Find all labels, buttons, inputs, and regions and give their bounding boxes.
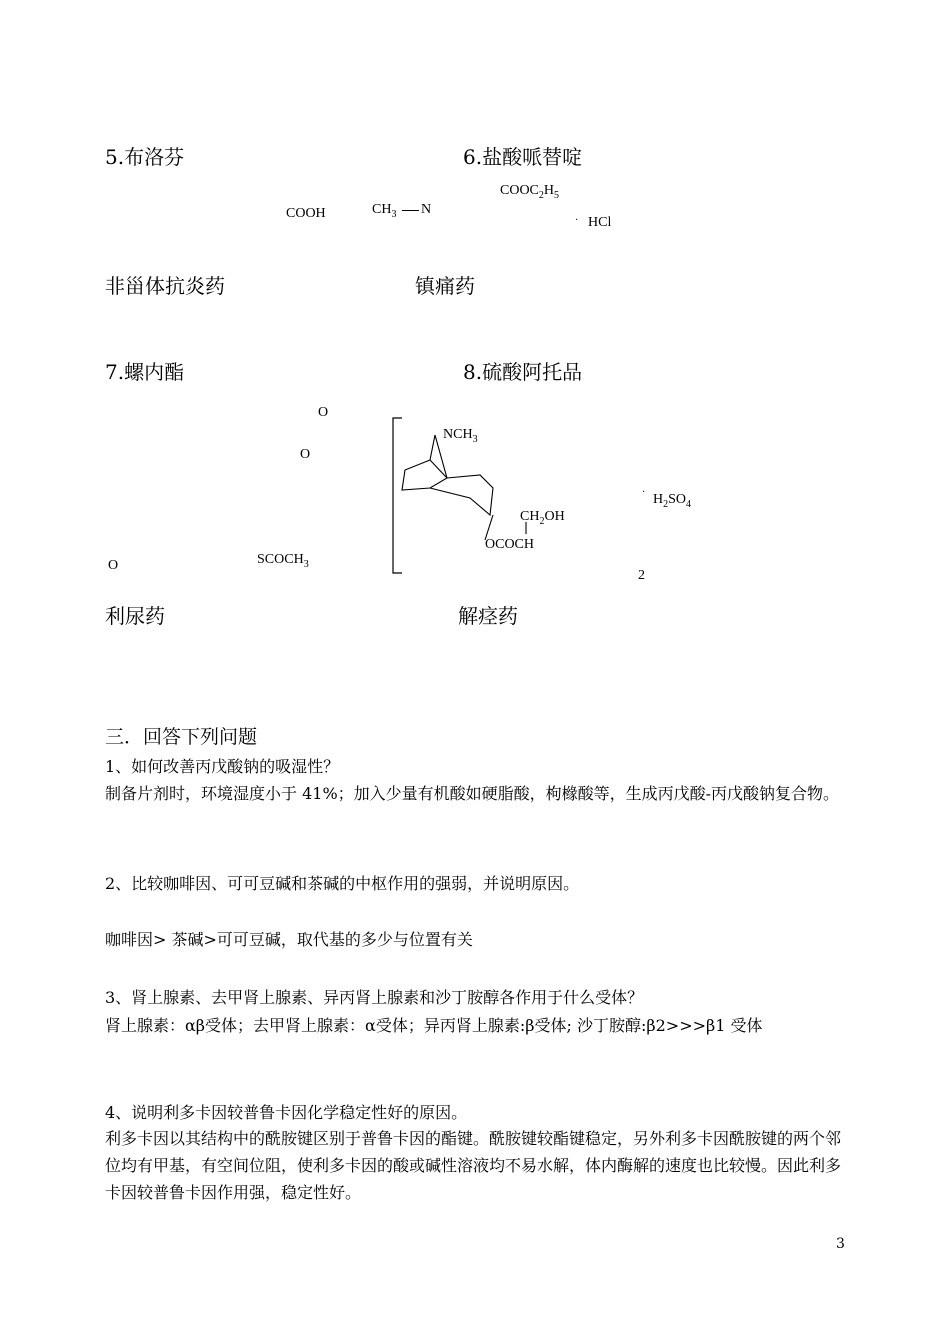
question-1: 1、如何改善丙戊酸钠的吸湿性？ [105, 757, 340, 776]
pethidine-ester-label: $COOC_2H_5$ [500, 183, 560, 201]
atropine-structure-drawing [385, 410, 685, 585]
atropine-dot: · [642, 487, 646, 498]
pethidine-hcl-label: HCl [588, 215, 612, 230]
spironolactone-o1-label: O [318, 405, 329, 420]
compound-8-title: 8.硫酸阿托品 [463, 360, 583, 384]
atropine-ch2oh-label: $CH_2OH$ [520, 509, 565, 527]
answer-4: 利多卡因以其结构中的酰胺键区别于普鲁卡因的酯键。酰胺键较酯键稳定，另外利多卡因酰胺键的两个邻位均有甲基，有空间位阻，使利多卡因的酸或碱性溶液均不易水解，体内酶解的速度也比较慢。因此利多卡因较普鲁卡因作用强，稳定性好。 [105, 1129, 842, 1202]
ibuprofen-cooh-label: COOH [286, 206, 326, 221]
compound-8-category: 解痉药 [458, 604, 518, 628]
compound-7-category: 利尿药 [105, 604, 165, 628]
pethidine-n-bond [402, 210, 419, 211]
compound-5-title: 5.布洛芬 [105, 145, 185, 169]
atropine-h2so4-label: $H_2SO_4$ [653, 492, 692, 510]
compound-7-title: 7.螺内酯 [105, 360, 185, 384]
question-3: 3、肾上腺素、去甲肾上腺素、异丙肾上腺素和沙丁胺醇各作用于什么受体？ [105, 988, 644, 1007]
pethidine-ch3-label: $CH_3$ [372, 202, 397, 220]
section-heading: 三．回答下列问题 [105, 726, 258, 748]
pethidine-dot: · [575, 215, 579, 226]
spironolactone-scoch3-label: $SCOCH_3$ [257, 552, 309, 570]
page-number: 3 [836, 1236, 845, 1252]
spironolactone-o3-label: O [108, 558, 119, 573]
answer-1: 制备片剂时，环境湿度小于 41%；加入少量有机酸如硬脂酸，枸橼酸等，生成丙戊酸-丙戊酸钠复合物。 [105, 784, 840, 803]
answer-2: 咖啡因> 茶碱>可可豆碱，取代基的多少与位置有关 [105, 930, 473, 949]
atropine-ococh-label: OCOCH [485, 537, 535, 552]
answer-3: 肾上腺素：αβ受体；去甲肾上腺素：α受体；异丙肾上腺素:β受体; 沙丁胺醇:β2>>>β1 受体 [105, 1016, 763, 1035]
compound-5-category: 非甾体抗炎药 [105, 274, 225, 298]
question-2: 2、比较咖啡因、可可豆碱和茶碱的中枢作用的强弱，并说明原因。 [105, 874, 580, 893]
pethidine-n-label: N [421, 202, 432, 217]
spironolactone-o2-label: O [300, 447, 311, 462]
compound-6-title: 6.盐酸哌替啶 [463, 145, 583, 169]
compound-6-category: 镇痛药 [415, 274, 475, 298]
atropine-bracket-count: 2 [638, 568, 645, 583]
atropine-nch3-label: $NCH_3$ [443, 427, 478, 445]
question-4: 4、说明利多卡因较普鲁卡因化学稳定性好的原因。 [105, 1103, 468, 1122]
